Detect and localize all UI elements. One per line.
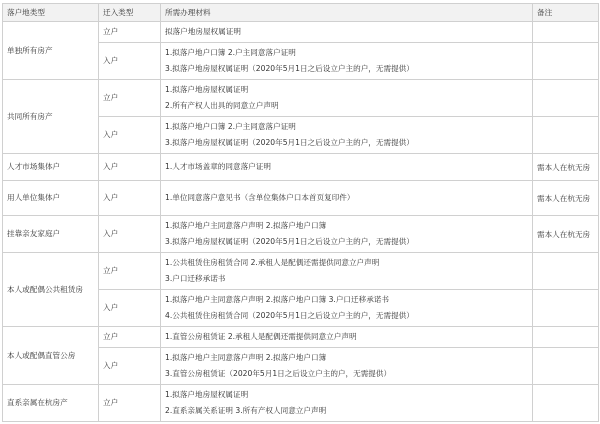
- move-type-cell: 入户: [99, 290, 161, 327]
- table-row: [3, 385, 599, 422]
- remark-cell: [533, 327, 599, 348]
- materials-cell: [161, 327, 533, 348]
- materials-cell: [161, 181, 533, 216]
- remark-cell: [533, 43, 599, 80]
- move-type-cell: 立户: [99, 80, 161, 117]
- material-line: 3.拟落户地房屋权属证明（2020年5月1日之后设立户主的户，无需提供）: [165, 64, 414, 73]
- remark-cell: 需本人在杭无房: [533, 154, 599, 181]
- settlement-type-cell: 本人或配偶直管公房: [3, 327, 99, 385]
- materials-cell: [161, 22, 533, 43]
- materials-cell: [161, 216, 533, 253]
- materials-cell: [161, 43, 533, 80]
- materials-cell: [161, 117, 533, 154]
- material-line: 1.拟落户地户口簿 2.户主同意落户证明: [165, 122, 296, 131]
- table-row: [3, 253, 599, 290]
- remark-cell: [533, 22, 599, 43]
- settlement-type-cell: 用人单位集体户: [3, 181, 99, 216]
- settlement-type-cell: 直系亲属在杭房产: [3, 385, 99, 422]
- move-type-cell: 入户: [99, 348, 161, 385]
- remark-cell: [533, 348, 599, 385]
- table-row: [3, 22, 599, 43]
- material-line: 3.拟落户地房屋权属证明（2020年5月1日之后设立户主的户，无需提供）: [165, 237, 414, 246]
- materials-cell: [161, 385, 533, 422]
- remark-cell: [533, 80, 599, 117]
- move-type-cell: 入户: [99, 43, 161, 80]
- materials-cell: [161, 348, 533, 385]
- material-line: 拟落户地房屋权属证明: [165, 27, 241, 36]
- table-row: [3, 216, 599, 253]
- remark-cell: 需本人在杭无房: [533, 181, 599, 216]
- material-line: 1.拟落户地户口簿 2.户主同意落户证明: [165, 48, 296, 57]
- table-header-row: [3, 4, 599, 22]
- material-line: 1.公共租赁住房租赁合同 2.承租人是配偶还需提供同意立户声明: [165, 258, 380, 267]
- materials-cell: [161, 253, 533, 290]
- move-type-cell: 立户: [99, 385, 161, 422]
- remark-cell: [533, 385, 599, 422]
- move-type-cell: 入户: [99, 154, 161, 181]
- materials-cell: [161, 154, 533, 181]
- table-row: [3, 181, 599, 216]
- settlement-type-cell: 单独所有房产: [3, 22, 99, 80]
- move-type-cell: 入户: [99, 117, 161, 154]
- remark-cell: [533, 117, 599, 154]
- header-settlement-type: 落户地类型: [3, 4, 99, 22]
- move-type-cell: 立户: [99, 253, 161, 290]
- material-line: 2.直系亲属关系证明 3.所有产权人同意立户声明: [165, 406, 327, 415]
- material-line: 3.直管公房租赁证（2020年5月1日之后设立户主的户，无需提供）: [165, 369, 392, 378]
- materials-cell: [161, 80, 533, 117]
- material-line: 1.单位同意落户意见书（含单位集体户口本首页复印件）: [165, 193, 355, 202]
- material-line: 4.公共租赁住房租赁合同（2020年5月1日之后设立户主的户，无需提供）: [165, 311, 414, 320]
- table-row: [3, 327, 599, 348]
- remark-cell: 需本人在杭无房: [533, 216, 599, 253]
- remark-cell: [533, 253, 599, 290]
- material-line: 1.拟落户地户主同意落户声明 2.拟落户地户口簿: [165, 353, 327, 362]
- table-row: [3, 80, 599, 117]
- material-line: 1.人才市场盖章的同意落户证明: [165, 162, 271, 171]
- move-type-cell: 入户: [99, 216, 161, 253]
- settlement-type-cell: 本人或配偶公共租赁房: [3, 253, 99, 327]
- materials-cell: [161, 290, 533, 327]
- settlement-materials-table: [2, 3, 599, 422]
- move-type-cell: 入户: [99, 181, 161, 216]
- material-line: 3.拟落户地房屋权属证明（2020年5月1日之后设立户主的户，无需提供）: [165, 138, 414, 147]
- table-row: [3, 154, 599, 181]
- header-remarks: 备注: [533, 4, 599, 22]
- header-required-materials: 所需办理材料: [161, 4, 533, 22]
- settlement-type-cell: 共同所有房产: [3, 80, 99, 154]
- move-type-cell: 立户: [99, 22, 161, 43]
- material-line: 1.直管公房租赁证 2.承租人是配偶还需提供同意立户声明: [165, 332, 357, 341]
- material-line: 1.拟落户地户主同意落户声明 2.拟落户地户口簿 3.户口迁移承诺书: [165, 295, 389, 304]
- material-line: 1.拟落户地房屋权属证明: [165, 390, 249, 399]
- move-type-cell: 立户: [99, 327, 161, 348]
- remark-cell: [533, 290, 599, 327]
- material-line: 2.所有产权人出具的同意立户声明: [165, 101, 279, 110]
- settlement-type-cell: 人才市场集体户: [3, 154, 99, 181]
- header-move-type: 迁入类型: [99, 4, 161, 22]
- settlement-type-cell: 挂靠亲友家庭户: [3, 216, 99, 253]
- material-line: 1.拟落户地户主同意落户声明 2.拟落户地户口簿: [165, 221, 327, 230]
- material-line: 1.拟落户地房屋权属证明: [165, 85, 249, 94]
- material-line: 3.户口迁移承诺书: [165, 274, 226, 283]
